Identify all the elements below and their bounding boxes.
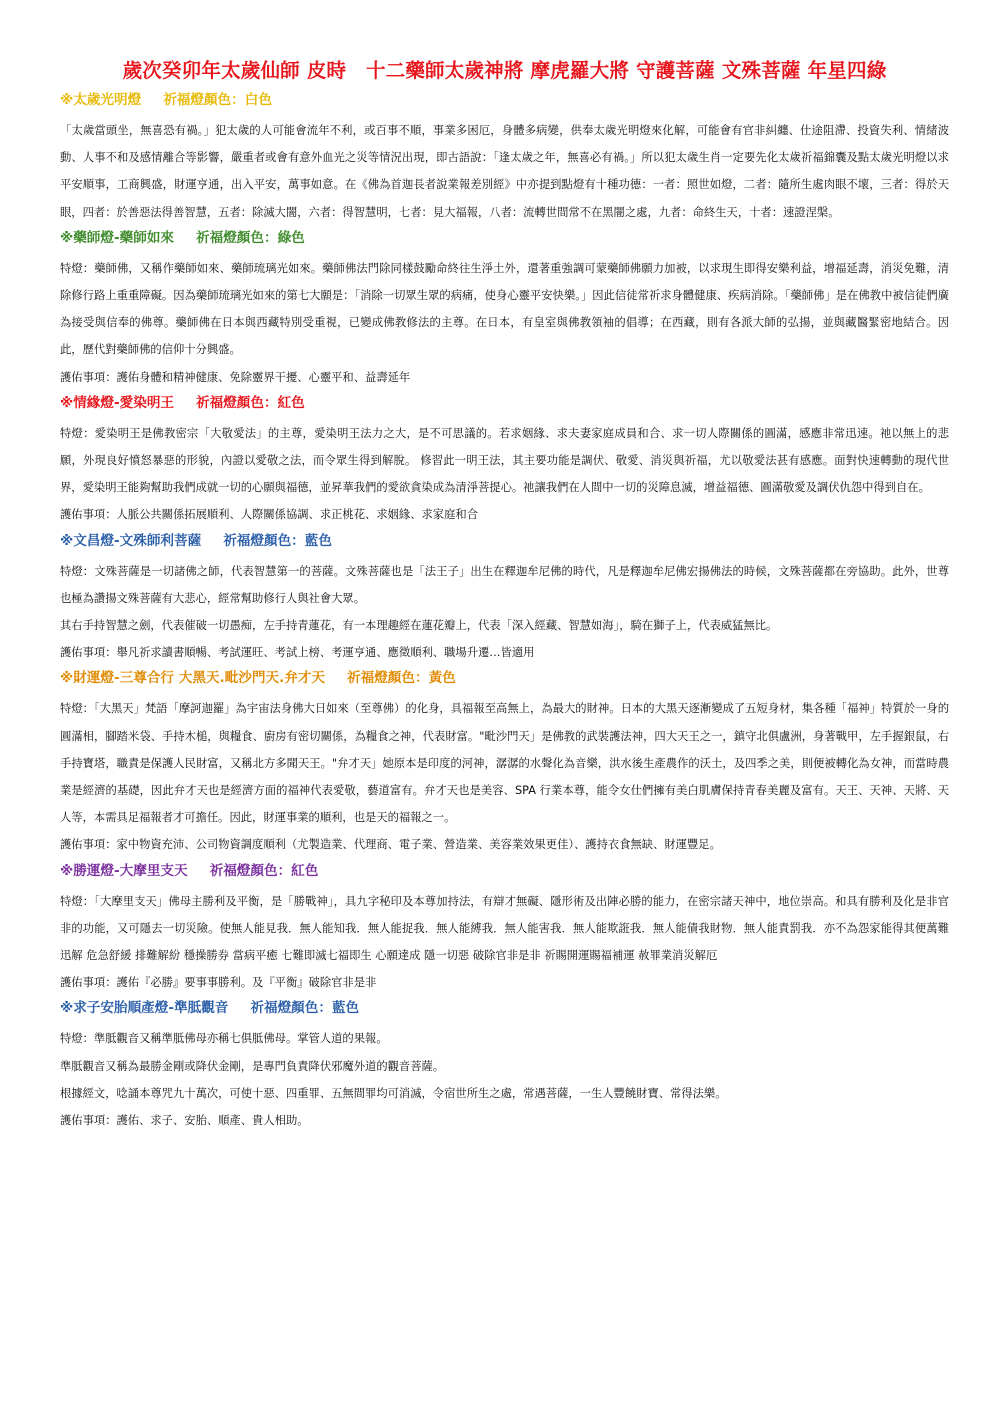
section-paragraph: 特燈：「大摩里支天」佛母主勝利及平衡，是「勝戰神」，具九字秘印及本尊加持法，有辯才無礙、隱形術及出陣必勝的能力，在密宗諸天神中，地位崇高。和具有勝利及化是非官非的功能，又可隱去一切災險。使無人能見我．無人能知我．無人能捉我．無人能縛我．無人能害我．無人能欺誑我．無人能債我財物．無人能責罰我．亦不為怨家能得其便萬難迅解 危急舒緩 排難解紛 穩操勝券 當病平癒 七難即滅七福即生 心願達成 隱一切惡 破除官非是非 祈賜開運賜福補運 赦罪業消災解厄 <box>60 894 949 963</box>
section-heading <box>60 90 949 110</box>
section-heading <box>60 668 949 688</box>
section-heading <box>60 998 949 1018</box>
section-title: ※文昌燈-文殊師利菩薩 <box>60 532 202 549</box>
section-victory-lamp <box>60 861 949 997</box>
section-heading <box>60 228 949 248</box>
section-heading <box>60 861 949 881</box>
section-title: ※太歲光明燈 <box>60 92 142 108</box>
section-heading <box>60 531 949 551</box>
section-taisui-lamp <box>60 90 949 226</box>
protection-note: 護佑事項：舉凡祈求讀書順暢、考試運旺、考試上榜、考運亨通、應徵順利、職場升遷…皆適用 <box>60 646 535 660</box>
section-paragraph: 特燈：愛染明王是佛教密宗「大敬愛法」的主尊，愛染明王法力之大，是不可思議的。若求姻緣、求夫妻家庭成員和合、求一切人際關係的圓滿，感應非常迅速。祂以無上的悲願，外現良好憤怒暴惡的形貌，內證以愛敬之法，而令眾生得到解脫。 修習此一明王法，其主要功能是調伏、敬愛、消災與祈福，尤以敬愛法甚有感應。面對快速轉動的現代世界，愛染明王能夠幫助我們成就一切的心願與福德，並昇華我們的愛欲貪染成為清淨菩提心。祂讓我們在人間中一切的災障息滅，增益福德、圓滿敬愛及調伏仇怨中得到自在。 <box>60 426 949 495</box>
section-paragraph: 特燈：藥師佛，又稱作藥師如來、藥師琉璃光如來。藥師佛法門除同樣鼓勵命終往生淨土外，還著重強調可蒙藥師佛願力加被，以求現生即得安樂利益，增福延壽，消災免難，清除修行路上重重障礙。因為藥師琉璃光如來的第七大願是：「消除一切眾生眾的病痛，使身心靈平安快樂。」因此信徒常祈求身體健康、疾病消除。「藥師佛」是在佛教中被信徒們廣為接受與信奉的佛尊。藥師佛在日本與西藏特別受重視，已變成佛教修法的主尊。在日本，有皇室與佛教領袖的倡導；在西藏，則有各派大師的弘揚，並與藏醫緊密地結合。因此，歷代對藥師佛的信仰十分興盛。 <box>60 261 949 357</box>
protection-note: 護佑事項：家中物資充沛、公司物資調度順利（尤製造業、代理商、電子業、營造業、美容業效果更佳）、護持衣食無缺、財運豐足。 <box>60 838 721 852</box>
lamp-color-label: 祈福燈顏色：紅色 <box>196 394 305 411</box>
protection-note: 護佑事項：護佑、求子、安胎、順產、貴人相助。 <box>60 1114 309 1128</box>
section-paragraph: 特燈：「大黑天」梵語「摩訶迦羅」為宇宙法身佛大日如來（至尊佛）的化身，具福報至高無上，為最大的財神。日本的大黑天逐漸變成了五短身材，集各種「福神」特質於一身的圓滿相，腳踏米袋、手持木槌，與糧食、廚房有密切關係，為糧食之神，代表財富。"毗沙門天」是佛教的武裝護法神，四大天王之一，鎮守北俱盧洲，身著戰甲，左手握銀鼠，右手持寶塔，職責是保護人民財富，又稱北方多聞天王。"弁才天」她原本是印度的河神，潺潺的水聲化為音樂，洪水後生產農作的沃土，及四季之美，則便被轉化為女神，而當時農業是經濟的基礎，因此弁才天也是經濟方面的福神代表愛敬，藝道富有。弁才天也是美容、SPA 行業本尊，能令女仕們擁有美白肌膚保持青春美麗及富有。天王、天神、天將、天人等，本需具足福報者才可擔任。因此，財運事業的順利，也是天的福報之一。 <box>60 702 949 825</box>
section-title: ※勝運燈-大摩里支天 <box>60 862 188 879</box>
lamp-color-label: 祈福燈顏色：白色 <box>163 92 272 108</box>
section-title: ※藥師燈-藥師如來 <box>60 229 175 246</box>
section-paragraph: 準胝觀音又稱為最勝金剛或降伏金剛，是專門負責降伏邪魔外道的觀音菩薩。 <box>60 1059 445 1073</box>
lamp-color-label: 祈福燈顏色：黃色 <box>347 670 456 687</box>
section-heading <box>60 393 949 413</box>
section-wealth-lamp <box>60 668 949 858</box>
section-paragraph: 其右手持智慧之劍，代表催破一切愚痴，左手持青蓮花，有一本理趣經在蓮花瓣上，代表「深入經藏、智慧如海」，騎在獅子上，代表威猛無比。 <box>60 619 778 633</box>
section-paragraph: 「太歲當頭坐，無喜恐有禍。」犯太歲的人可能會流年不利，或百事不順，事業多困厄，身體多病變，供奉太歲光明燈來化解，可能會有官非糾纏、仕途阻滯、投資失利、情緒波動、人事不和及感情離合等影響，嚴重者或會有意外血光之災等情況出現，即古語說：「逢太歲之年，無喜必有禍。」所以犯太歲生肖一定要先化太歲祈福錦囊及點太歲光明燈以求平安順事，工商興盛，財運亨通，出入平安，萬事如意。在《佛為首迦長者說業報差別經》中亦提到點燈有十種功德：一者：照世如燈，二者：隨所生處肉眼不壞，三者：得於天眼，四者：於善惡法得善智慧，五者：除滅大闇，六者：得智慧明，七者：見大福報，八者：流轉世間常不在黑闇之處，九者：命終生天，十者：速證涅槃。 <box>60 124 949 219</box>
lamp-color-label: 祈福燈顏色：紅色 <box>209 862 319 879</box>
protection-note: 護佑事項：人脈公共關係拓展順利、人際關係協調、求正桃花、求姻緣、求家庭和合 <box>60 508 478 522</box>
section-medicine-buddha-lamp <box>60 228 949 391</box>
protection-note: 護佑事項：護佑『必勝』要事事勝利。及『平衡』破除官非是非 <box>60 976 377 990</box>
section-title: ※情緣燈-愛染明王 <box>60 394 175 411</box>
page-title: 歲次癸卯年太歲仙師 皮時 十二藥師太歲神將 摩虎羅大將 守護菩薩 文殊菩薩 年星四綠 <box>122 59 887 82</box>
lamp-color-label: 祈福燈顏色：藍色 <box>223 532 332 549</box>
section-title: ※求子安胎順產燈-準胝觀音 <box>60 1000 229 1017</box>
section-paragraph: 特燈：文殊菩薩是一切諸佛之師，代表智慧第一的菩薩。文殊菩薩也是「法王子」出生在釋迦牟尼佛的時代，凡是釋迦牟尼佛宏揚佛法的時候，文殊菩薩都在旁協助。此外，世尊也極為讚揚文殊菩薩有大悲心，經常幫助修行人與社會大眾。 <box>60 564 949 605</box>
section-wenchang-lamp <box>60 531 949 667</box>
section-paragraph: 根據經文，唸誦本尊咒九十萬次，可使十惡、四重罪、五無間罪均可消滅，令宿世所生之處，常遇菩薩，一生人豐饒財寶、常得法樂。 <box>60 1086 727 1100</box>
section-fertility-lamp <box>60 998 949 1134</box>
lamp-color-label: 祈福燈顏色：藍色 <box>250 1000 360 1017</box>
section-title: ※財運燈-三尊合行 大黑天.毗沙門天.弁才天 <box>60 670 326 687</box>
section-love-lamp <box>60 393 949 529</box>
lamp-color-label: 祈福燈顏色：綠色 <box>196 229 305 246</box>
section-paragraph: 特燈：準胝觀音又稱準胝佛母亦稱七俱胝佛母。掌管人道的果報。 <box>60 1032 388 1046</box>
protection-note: 護佑事項：護佑身體和精神健康、免除靈界干擾、心靈平和、益壽延年 <box>60 370 411 384</box>
